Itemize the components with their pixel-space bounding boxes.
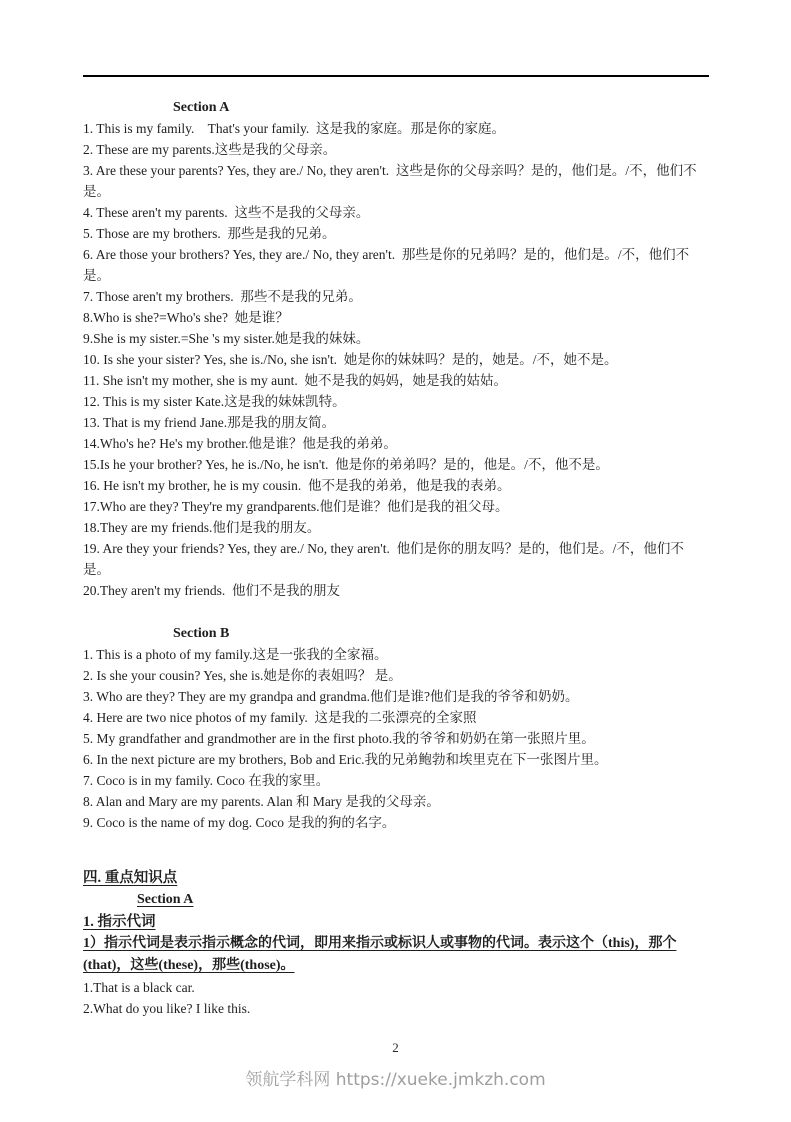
example-sentence: 2.What do you like? I like this. [83,1001,251,1016]
key-points-section-a-label: Section A [137,892,194,907]
sentence-item: 8. Alan and Mary are my parents. Alan 和 Mary 是我的父母亲。 [83,794,440,809]
sentence-item: 2. Is she your cousin? Yes, she is.她是你的表姐吗？ 是。 [83,668,402,683]
sentence-item: 6. Are those your brothers? Yes, they are./ No, they aren't. 那些是你的兄弟吗？是的，他们是。/不，他们不是。 [83,247,690,283]
section-a-title: Section A [173,100,230,115]
sentence-item: 19. Are they your friends? Yes, they are./ No, they aren't. 他们是你的朋友吗？是的，他们是。/不，他们不是。 [83,541,684,577]
sentence-item: 10. Is she your sister? Yes, she is./No, she isn't. 她是你的妹妹吗？是的，她是。/不，她不是。 [83,352,618,367]
page-number: 2 [392,1040,399,1055]
sentence-item: 9.She is my sister.=She 's my sister.她是我的妹妹。 [83,331,370,346]
watermark: 领航学科网 https://xueke.jmkzh.com [245,1070,546,1090]
sentence-item: 2. These are my parents.这些是我的父母亲。 [83,142,337,157]
sentence-item: 6. In the next picture are my brothers, Bob and Eric.我的兄弟鲍勃和埃里克在下一张图片里。 [83,752,608,767]
section-b-title: Section B [173,626,230,641]
sentence-item: 7. Those aren't my brothers. 那些不是我的兄弟。 [83,289,362,304]
sentence-item: 4. These aren't my parents. 这些不是我的父母亲。 [83,205,370,220]
sentence-item: 12. This is my sister Kate.这是我的妹妹凯特。 [83,394,346,409]
sentence-item: 1. This is a photo of my family.这是一张我的全家福。 [83,647,388,662]
point-1-title: 1. 指示代词 [83,914,156,930]
example-sentence: 1.That is a black car. [83,980,195,995]
sentence-item: 15.Is he your brother? Yes, he is./No, he isn't. 他是你的弟弟吗？是的，他是。/不，他不是。 [83,457,609,472]
sentence-item: 11. She isn't my mother, she is my aunt. 她不是我的妈妈，她是我的姑姑。 [83,373,508,388]
sentence-item: 9. Coco is the name of my dog. Coco 是我的狗的名字。 [83,815,396,830]
sentence-item: 3. Are these your parents? Yes, they are./ No, they aren't. 这些是你的父母亲吗？是的，他们是。/不，他们不是。 [83,163,697,199]
sentence-item: 5. My grandfather and grandmother are in the first photo.我的爷爷和奶奶在第一张照片里。 [83,731,595,746]
key-points-heading: 四. 重点知识点 [83,870,178,886]
sentence-item: 14.Who's he? He's my brother.他是谁？他是我的弟弟。 [83,436,397,451]
key-points-section-a-title [83,889,710,911]
sentence-item: 17.Who are they? They're my grandparents.他们是谁？他们是我的祖父母。 [83,499,509,514]
sentence-item: 4. Here are two nice photos of my family. 这是我的二张漂亮的全家照 [83,710,477,725]
sentence-item: 20.They aren't my friends. 他们不是我的朋友 [83,583,341,598]
sentence-item: 16. He isn't my brother, he is my cousin. 他不是我的弟弟，他是我的表弟。 [83,478,511,493]
sentence-item: 5. Those are my brothers. 那些是我的兄弟。 [83,226,336,241]
point-1-definition: 1）指示代词是表示指示概念的代词，即用来指示或标识人或事物的代词。表示这个（this)，那个(that)，这些(these)，那些(those)。 [83,936,677,973]
sentence-item: 18.They are my friends.他们是我的朋友。 [83,520,321,535]
sentence-item: 1. This is my family. That's your family. 这是我的家庭。那是你的家庭。 [83,121,506,136]
page-content [83,97,710,1019]
sentence-item: 13. That is my friend Jane.那是我的朋友简。 [83,415,336,430]
sentence-item: 7. Coco is in my family. Coco 在我的家里。 [83,773,330,788]
sentence-item: 3. Who are they? They are my grandpa and grandma.他们是谁?他们是我的爷爷和奶奶。 [83,689,579,704]
sentence-item: 8.Who is she?=Who's she? 她是谁？ [83,310,289,325]
header-divider [83,75,709,77]
